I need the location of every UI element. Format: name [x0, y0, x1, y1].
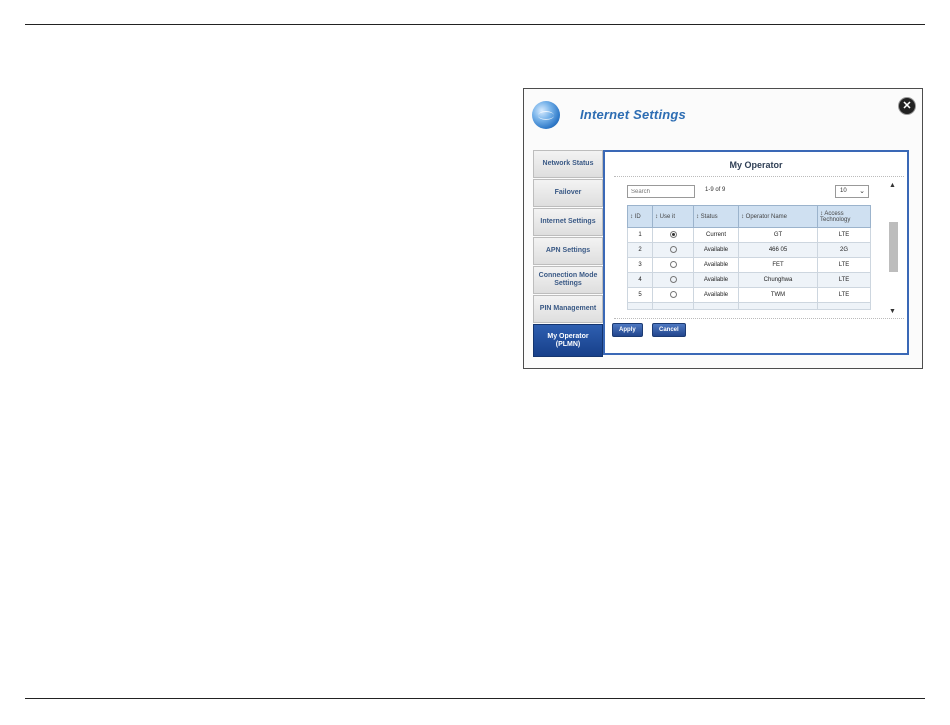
cell-operator-name: GT: [739, 228, 818, 243]
divider: [614, 176, 904, 177]
sidebar-item-my-operator[interactable]: My Operator (PLMN): [533, 324, 603, 357]
search-input[interactable]: [627, 185, 695, 198]
cell-use-it: [653, 258, 694, 273]
internet-settings-window: [523, 88, 923, 369]
my-operator-panel: [603, 150, 909, 355]
cell-access-technology: LTE: [818, 258, 871, 273]
sidebar-item-apn-settings[interactable]: APN Settings: [533, 237, 603, 265]
cell-operator-name: FET: [739, 258, 818, 273]
sidebar-item-pin-management[interactable]: PIN Management: [533, 295, 603, 323]
cell-status: Available: [694, 258, 739, 273]
cell-use-it: [653, 243, 694, 258]
sidebar: [533, 150, 603, 358]
radio-button[interactable]: [670, 246, 677, 253]
radio-button[interactable]: [670, 276, 677, 283]
cell-id: 2: [628, 243, 653, 258]
cancel-button[interactable]: Cancel: [652, 323, 686, 337]
scroll-up-icon[interactable]: ▲: [889, 182, 896, 189]
cell-access-technology: 2G: [818, 243, 871, 258]
column-header-use-it[interactable]: ↕ Use it: [653, 206, 694, 228]
bottom-rule: [25, 698, 925, 699]
cell-status: Current: [694, 228, 739, 243]
column-header-status[interactable]: ↕ Status: [694, 206, 739, 228]
divider: [614, 318, 904, 319]
cell-use-it: [653, 273, 694, 288]
close-icon[interactable]: ✕: [899, 98, 915, 114]
top-rule: [25, 24, 925, 25]
sidebar-item-internet-settings[interactable]: Internet Settings: [533, 208, 603, 236]
operator-list-area: [613, 180, 893, 315]
cell-operator-name: TWM: [739, 288, 818, 303]
sidebar-item-failover[interactable]: Failover: [533, 179, 603, 207]
table-row: [628, 288, 871, 303]
cell-id: 3: [628, 258, 653, 273]
sidebar-item-network-status[interactable]: Network Status: [533, 150, 603, 178]
cell-operator-name: 466 05: [739, 243, 818, 258]
cell-status: Available: [694, 288, 739, 303]
window-title: Internet Settings: [580, 107, 686, 122]
record-count: 1-9 of 9: [705, 187, 726, 193]
cell-status: Available: [694, 273, 739, 288]
radio-button[interactable]: [670, 291, 677, 298]
per-page-select[interactable]: [835, 185, 869, 198]
per-page-value: 10: [840, 188, 847, 194]
table-row: [628, 228, 871, 243]
column-header-access-technology[interactable]: ↕ Access Technology: [818, 206, 871, 228]
table-row: [628, 258, 871, 273]
cell-id: 1: [628, 228, 653, 243]
scroll-down-icon[interactable]: ▼: [889, 308, 896, 315]
cell-access-technology: LTE: [818, 228, 871, 243]
panel-title: My Operator: [729, 160, 783, 170]
table-row: [628, 273, 871, 288]
vertical-scrollbar[interactable]: [888, 182, 898, 315]
cell-id: 4: [628, 273, 653, 288]
table-row-partial: [628, 303, 871, 310]
globe-icon: [532, 101, 560, 129]
scroll-thumb[interactable]: [889, 222, 898, 272]
column-header-id[interactable]: ↕ ID: [628, 206, 653, 228]
cell-id: 5: [628, 288, 653, 303]
column-header-operator-name[interactable]: ↕ Operator Name: [739, 206, 818, 228]
cell-access-technology: LTE: [818, 288, 871, 303]
table-row: [628, 243, 871, 258]
cell-use-it: [653, 228, 694, 243]
cell-operator-name: Chunghwa: [739, 273, 818, 288]
radio-button[interactable]: [670, 231, 677, 238]
cell-access-technology: LTE: [818, 273, 871, 288]
cell-use-it: [653, 288, 694, 303]
operator-table: [627, 205, 871, 310]
sidebar-item-connection-mode[interactable]: Connection Mode Settings: [533, 266, 603, 294]
apply-button[interactable]: Apply: [612, 323, 643, 337]
chevron-down-icon: ⌄: [859, 188, 865, 195]
radio-button[interactable]: [670, 261, 677, 268]
cell-status: Available: [694, 243, 739, 258]
